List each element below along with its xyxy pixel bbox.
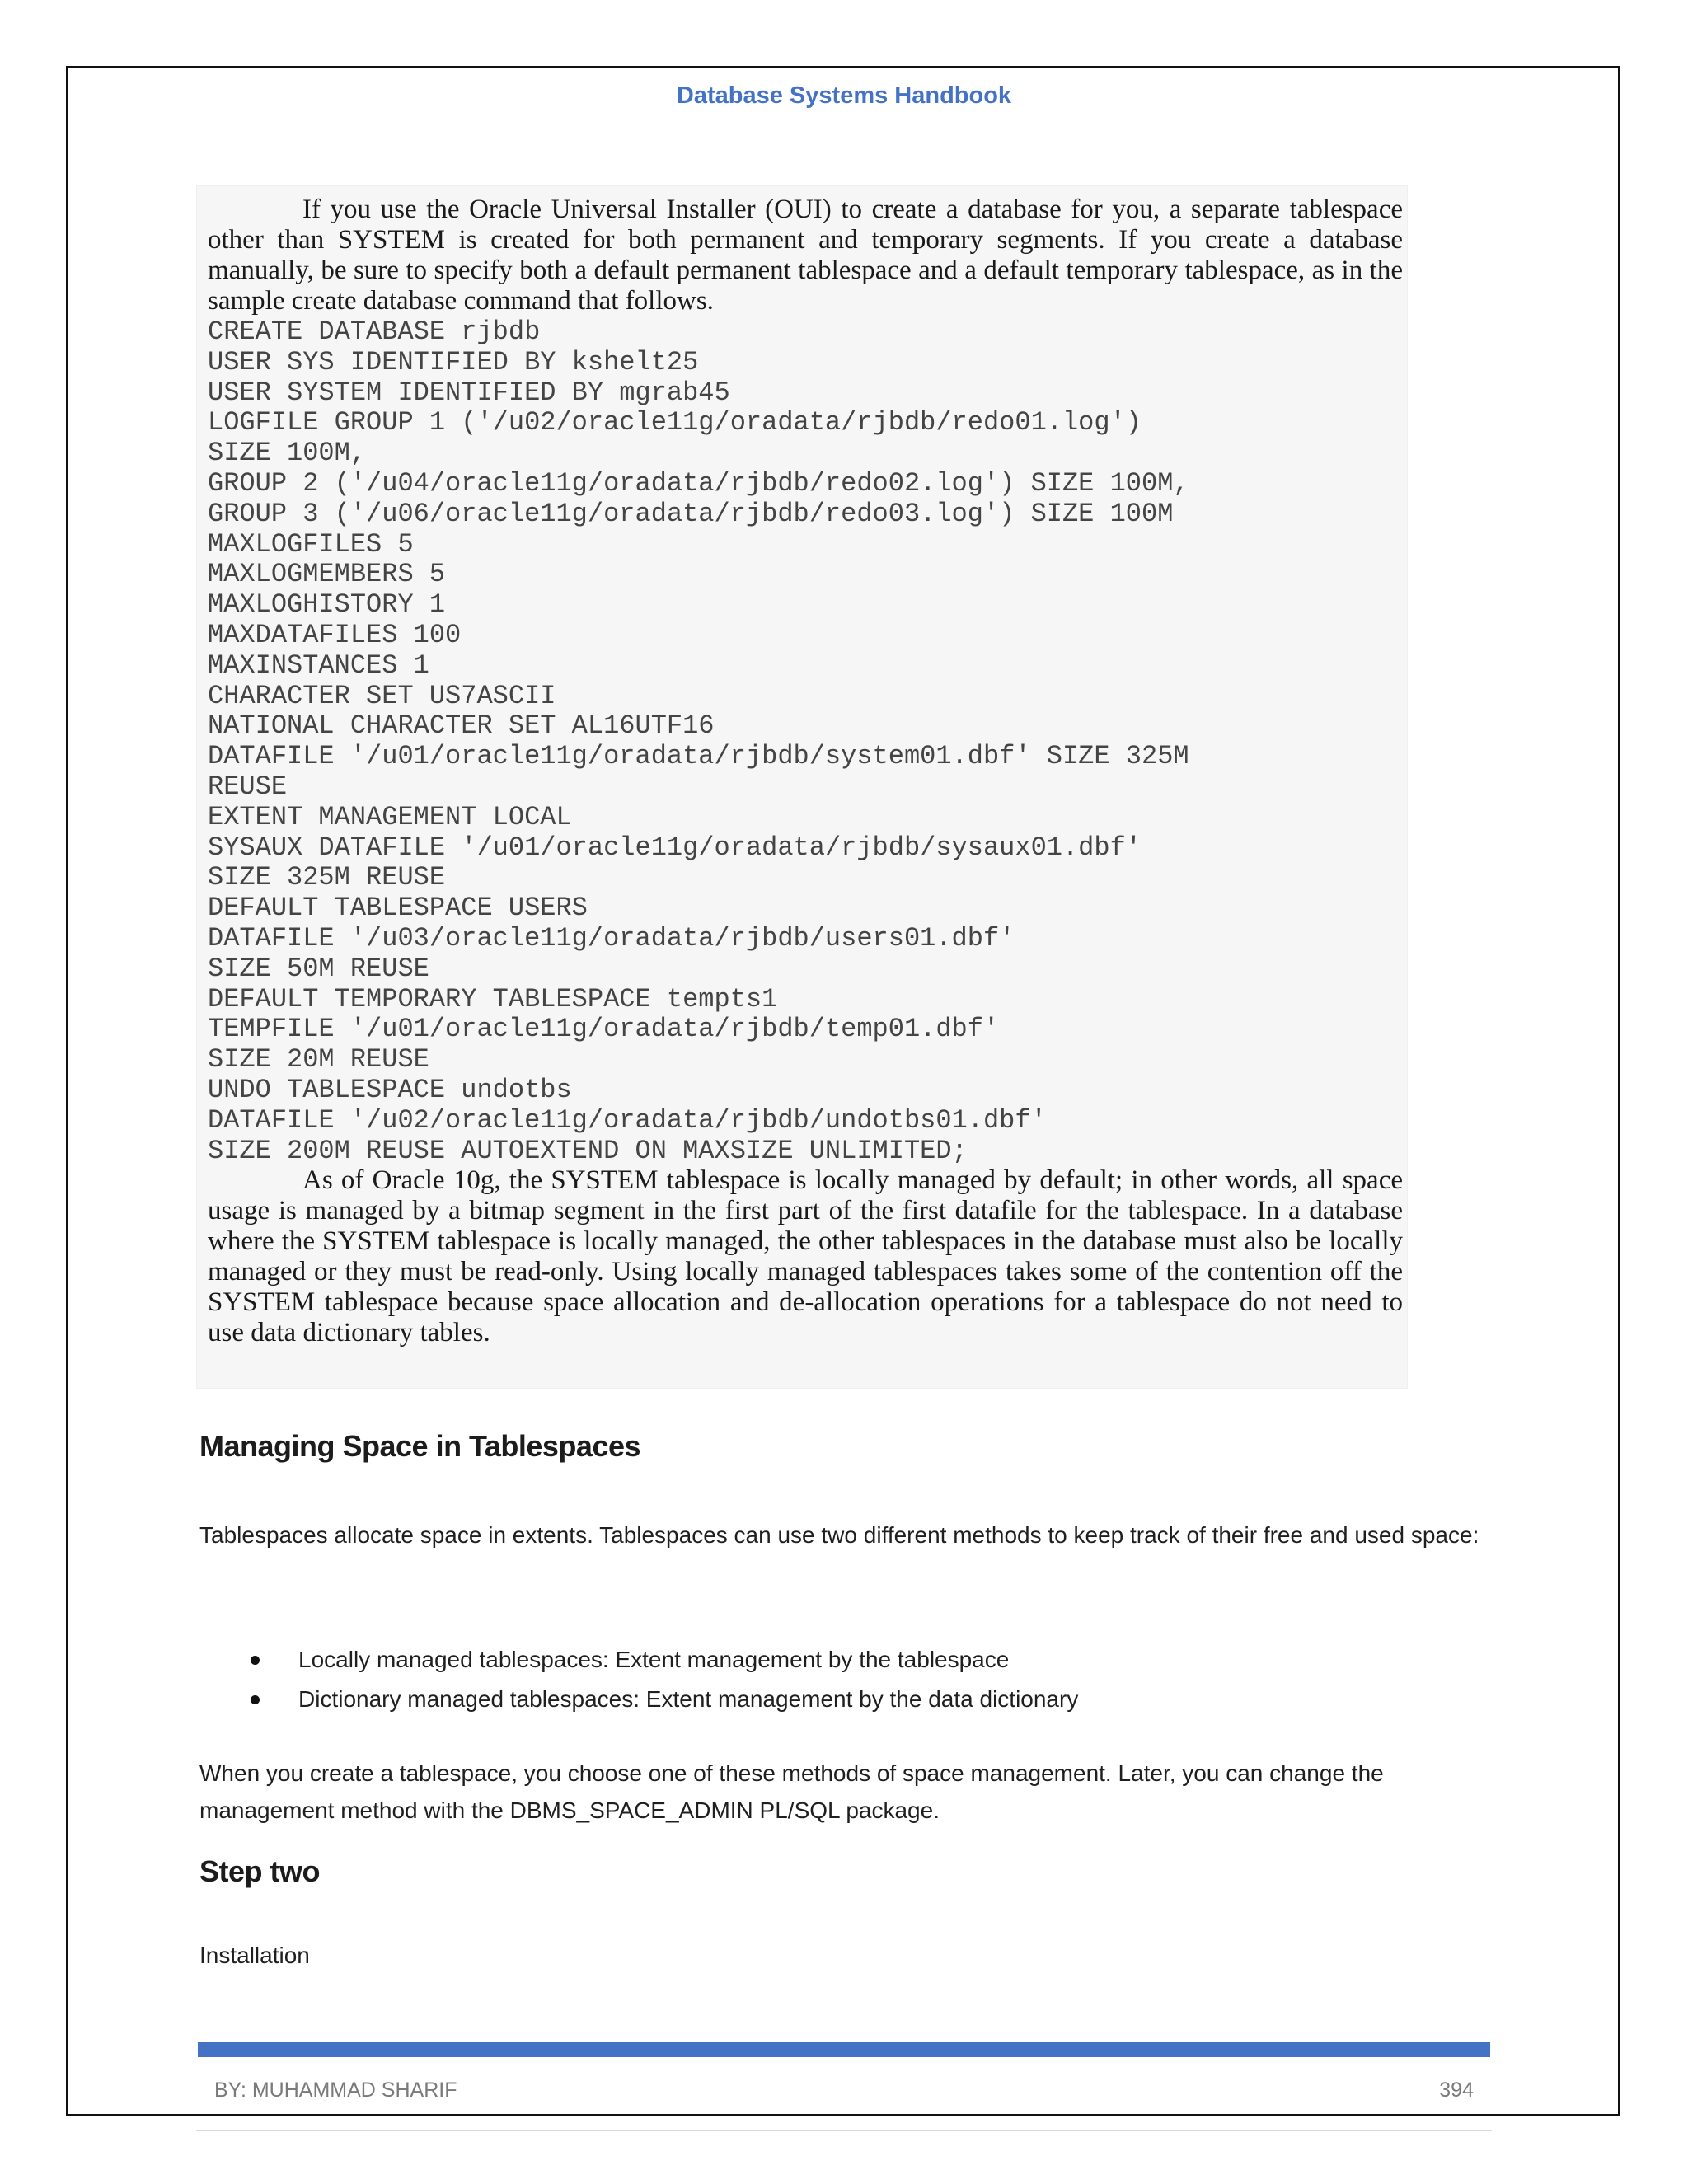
code-line: TEMPFILE '/u01/oracle11g/oradata/rjbdb/temp01.dbf' bbox=[208, 1014, 1000, 1045]
code-line: GROUP 2 ('/u04/oracle11g/oradata/rjbdb/redo02.log') SIZE 100M, bbox=[208, 467, 1189, 499]
list-item-text: Dictionary managed tablespaces: Extent management by the data dictionary bbox=[298, 1686, 1079, 1712]
space-management-paragraph: When you create a tablespace, you choose one of these methods of space management. Later, you can change the management method with the DBMS_SPACE_ADMIN PL/SQL package. bbox=[199, 1760, 1384, 1823]
code-line: LOGFILE GROUP 1 ('/u02/oracle11g/oradata/rjbdb/redo01.log') bbox=[208, 407, 1142, 438]
code-line: SIZE 20M REUSE bbox=[208, 1044, 429, 1076]
bullet-icon bbox=[251, 1695, 260, 1704]
code-line: REUSE bbox=[208, 771, 288, 802]
outro-paragraph bbox=[208, 1165, 1403, 1348]
code-line: MAXDATAFILES 100 bbox=[208, 619, 462, 650]
code-line: SYSAUX DATAFILE '/u01/oracle11g/oradata/rjbdb/sysaux01.dbf' bbox=[208, 832, 1142, 863]
code-line: UNDO TABLESPACE undotbs bbox=[208, 1074, 572, 1105]
code-line: SIZE 50M REUSE bbox=[208, 953, 429, 984]
code-line: NATIONAL CHARACTER SET AL16UTF16 bbox=[208, 710, 715, 742]
code-line: SIZE 100M, bbox=[208, 438, 367, 469]
footer-bar bbox=[198, 2042, 1490, 2057]
code-line: DEFAULT TEMPORARY TABLESPACE tempts1 bbox=[208, 983, 778, 1015]
footer-rule bbox=[196, 2130, 1492, 2131]
code-line: USER SYS IDENTIFIED BY kshelt25 bbox=[208, 346, 699, 377]
list-item bbox=[199, 1680, 1436, 1719]
page-number: 394 bbox=[1439, 2079, 1474, 2102]
code-line: MAXLOGMEMBERS 5 bbox=[208, 559, 446, 590]
extent-management-list bbox=[199, 1640, 1436, 1719]
outro-text: As of Oracle 10g, the SYSTEM tablespace is locally managed by default; in other words, all space usage is managed by a bitmap segment in the first part of the first datafile for the tablespace. In a database where the SYSTEM tablespace is locally managed, the other tablespaces in the database must also be locally managed or they must be read-only. Using locally managed tablespaces takes some of the contention off the SYSTEM tablespace because space allocation and de-allocation operations for a tablespace do not need to use data dictionary tables. bbox=[208, 1165, 1403, 1347]
code-line: MAXLOGHISTORY 1 bbox=[208, 589, 446, 621]
create-database-code bbox=[208, 317, 1411, 1166]
code-line: MAXLOGFILES 5 bbox=[208, 528, 414, 560]
section-heading-managing-space: Managing Space in Tablespaces bbox=[199, 1429, 641, 1463]
code-line: EXTENT MANAGEMENT LOCAL bbox=[208, 801, 572, 832]
code-line: DEFAULT TABLESPACE USERS bbox=[208, 893, 588, 924]
code-line: SIZE 200M REUSE AUTOEXTEND ON MAXSIZE UNLIMITED; bbox=[208, 1135, 968, 1166]
list-item-text: Locally managed tablespaces: Extent management by the tablespace bbox=[298, 1647, 1010, 1672]
code-line: GROUP 3 ('/u06/oracle11g/oradata/rjbdb/redo03.log') SIZE 100M bbox=[208, 498, 1174, 529]
footer-author: BY: MUHAMMAD SHARIF bbox=[214, 2079, 457, 2102]
code-line: SIZE 325M REUSE bbox=[208, 862, 446, 893]
code-line: CREATE DATABASE rjbdb bbox=[208, 316, 541, 347]
bullet-icon bbox=[251, 1656, 260, 1665]
code-line: DATAFILE '/u02/oracle11g/oradata/rjbdb/undotbs01.dbf' bbox=[208, 1104, 1047, 1136]
installation-text: Installation bbox=[199, 1943, 310, 1968]
code-line: CHARACTER SET US7ASCII bbox=[208, 680, 556, 711]
section-heading-step-two: Step two bbox=[199, 1854, 320, 1888]
intro-paragraph bbox=[208, 194, 1403, 316]
code-line: DATAFILE '/u03/oracle11g/oradata/rjbdb/users01.dbf' bbox=[208, 922, 1015, 954]
tablespaces-paragraph: Tablespaces allocate space in extents. Tablespaces can use two different methods to keep track of their free and used space: bbox=[199, 1522, 1479, 1548]
intro-text: If you use the Oracle Universal Installer (OUI) to create a database for you, a separate tablespace other than SYSTEM is created for both permanent and temporary segments. If you create a database manually, be sure to specify both a default permanent tablespace and a default temporary tablespace, as in the sample create database command that follows. bbox=[208, 194, 1403, 316]
code-line: MAXINSTANCES 1 bbox=[208, 649, 429, 681]
code-line: USER SYSTEM IDENTIFIED BY mgrab45 bbox=[208, 377, 730, 408]
running-header: Database Systems Handbook bbox=[676, 82, 1012, 109]
code-line: DATAFILE '/u01/oracle11g/oradata/rjbdb/system01.dbf' SIZE 325M bbox=[208, 741, 1189, 772]
list-item bbox=[199, 1640, 1436, 1680]
